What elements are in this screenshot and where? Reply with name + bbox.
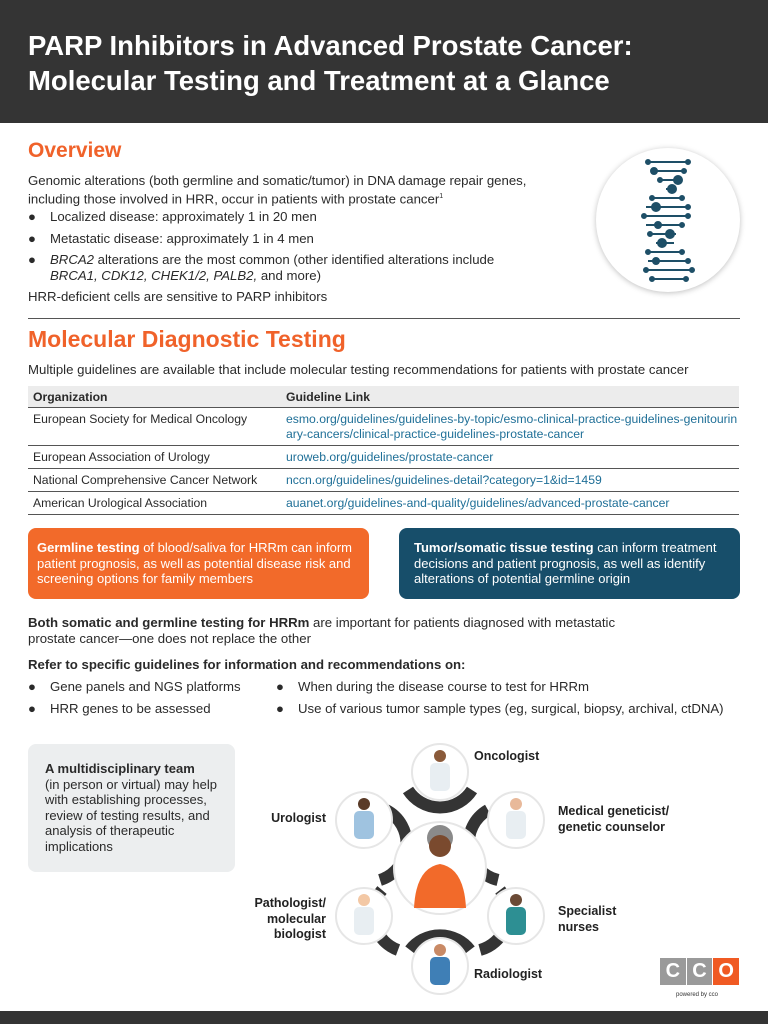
list-item bbox=[28, 231, 588, 247]
table-row bbox=[28, 492, 739, 515]
footer-bar bbox=[0, 1011, 768, 1024]
avatar-geneticist bbox=[488, 792, 544, 848]
role-geneticist-line2: genetic counselor bbox=[558, 819, 665, 834]
guideline-link-aua[interactable]: auanet.org/guidelines-and-quality/guidelines/advanced-prostate-cancer bbox=[281, 492, 739, 515]
page-title bbox=[28, 28, 748, 98]
brca2-text: alterations are the most common (other identified alterations include bbox=[93, 252, 495, 267]
list-item bbox=[276, 701, 746, 717]
role-pathologist-line1: Pathologist/ bbox=[254, 896, 326, 910]
role-oncologist: Oncologist bbox=[474, 749, 540, 763]
role-radiologist: Radiologist bbox=[474, 967, 543, 981]
germline-text: of blood/saliva for HRRm can inform patient prognosis, as well as potential disease risk and screening options for family members bbox=[37, 540, 352, 586]
overview-closing: HRR-deficient cells are sensitive to PARP inhibitors bbox=[28, 289, 328, 304]
bullet-dot: ● bbox=[28, 679, 36, 694]
guideline-table bbox=[28, 386, 739, 515]
bullet-dot: ● bbox=[28, 252, 36, 267]
refer-item-gene-panels: Gene panels and NGS platforms bbox=[50, 679, 241, 694]
list-item bbox=[276, 679, 746, 695]
testing-intro: Multiple guidelines are available that include molecular testing recommendations for patients with prostate cancer bbox=[28, 362, 689, 377]
both-testing-statement bbox=[28, 615, 748, 646]
column-header-link: Guideline Link bbox=[281, 386, 739, 408]
bullet-brca2 bbox=[50, 252, 570, 283]
list-item bbox=[28, 701, 268, 717]
table-cell-org: European Association of Urology bbox=[28, 446, 281, 469]
role-pathologist-line2: molecular bbox=[266, 911, 326, 926]
team-info-box bbox=[28, 744, 235, 872]
avatar-pathologist bbox=[336, 888, 392, 944]
role-geneticist-line1: Medical geneticist/ bbox=[558, 804, 670, 818]
avatar-nurse bbox=[488, 888, 544, 944]
avatar-oncologist bbox=[412, 744, 468, 800]
avatar-radiologist bbox=[412, 938, 468, 994]
table-cell-org: National Comprehensive Cancer Network bbox=[28, 469, 281, 492]
brca2-end: and more) bbox=[257, 267, 321, 283]
bullet-dot: ● bbox=[28, 231, 36, 246]
logo-letter-c1: C bbox=[660, 958, 686, 985]
team-diagram bbox=[320, 740, 560, 1002]
bullet-metastatic: Metastatic disease: approximately 1 in 4 men bbox=[50, 231, 314, 246]
bullet-localized: Localized disease: approximately 1 in 20 men bbox=[50, 209, 317, 224]
dna-circle bbox=[596, 148, 740, 292]
table-cell-org: American Urological Association bbox=[28, 492, 281, 515]
tumor-text: can inform treatment decisions and patient prognosis, as well as identify alterations of potential germline origin bbox=[414, 540, 717, 586]
overview-intro-line2: including those involved in HRR, occur in patients with prostate cancer bbox=[28, 190, 440, 206]
list-item bbox=[28, 679, 268, 695]
list-item bbox=[28, 252, 588, 284]
table-cell-org: European Society for Medical Oncology bbox=[28, 408, 281, 446]
team-box-text: (in person or virtual) may help with establishing processes, review of testing results, and analysis of therapeutic implications bbox=[45, 776, 217, 854]
overview-intro-line1: Genomic alterations (both germline and somatic/tumor) in DNA damage repair genes, bbox=[28, 173, 527, 188]
table-row bbox=[28, 408, 739, 446]
bullet-dot: ● bbox=[276, 679, 284, 694]
role-nurses bbox=[558, 904, 616, 935]
table-header-row bbox=[28, 386, 739, 408]
logo-letter-c2: C bbox=[687, 958, 713, 985]
list-item bbox=[28, 209, 588, 225]
bullet-dot: ● bbox=[28, 701, 36, 716]
section-divider bbox=[28, 318, 740, 319]
both-bold: Both somatic and germline testing for HRRm bbox=[28, 615, 310, 630]
powered-by: powered by cco bbox=[676, 992, 719, 998]
role-nurses-line2: nurses bbox=[558, 919, 599, 934]
refer-item-hrr-genes: HRR genes to be assessed bbox=[50, 701, 211, 716]
role-geneticist bbox=[558, 804, 669, 835]
germline-testing-box bbox=[28, 528, 369, 599]
table-row bbox=[28, 446, 739, 469]
overview-heading: Overview bbox=[28, 139, 122, 162]
germline-bold: Germline testing bbox=[37, 540, 140, 555]
avatar-urologist bbox=[336, 792, 392, 848]
role-pathologist bbox=[226, 896, 326, 943]
brca2-other-genes: BRCA1, CDK12, CHEK1/2, PALB2, bbox=[50, 267, 258, 283]
role-urologist: Urologist bbox=[271, 811, 326, 825]
brca2-gene: BRCA2 bbox=[50, 252, 94, 267]
both-text-line1: are important for patients diagnosed with metastatic bbox=[309, 615, 616, 630]
bullet-dot: ● bbox=[276, 701, 284, 716]
avatar-patient bbox=[394, 822, 486, 914]
title-line-2: Molecular Testing and Treatment at a Glance bbox=[28, 65, 610, 96]
title-line-1: PARP Inhibitors in Advanced Prostate Cancer: bbox=[28, 30, 633, 61]
testing-heading: Molecular Diagnostic Testing bbox=[28, 326, 346, 352]
guideline-link-esmo[interactable]: esmo.org/guidelines/guidelines-by-topic/esmo-clinical-practice-guidelines-genitourinary-cancers/clinical-practice-guidelines-prostate-cancer bbox=[281, 408, 739, 446]
role-pathologist-line3: biologist bbox=[273, 927, 326, 941]
tumor-testing-box bbox=[399, 528, 740, 599]
logo-letter-o: O bbox=[713, 958, 739, 985]
refer-heading: Refer to specific guidelines for information and recommendations on: bbox=[28, 657, 466, 672]
guideline-link-eau[interactable]: uroweb.org/guidelines/prostate-cancer bbox=[281, 446, 739, 469]
cco-logo bbox=[660, 958, 739, 985]
refer-item-when-to-test: When during the disease course to test for HRRm bbox=[298, 679, 589, 694]
dna-helix-icon bbox=[596, 148, 740, 292]
table-row bbox=[28, 469, 739, 492]
refer-item-sample-types: Use of various tumor sample types (eg, surgical, biopsy, archival, ctDNA) bbox=[298, 701, 724, 716]
team-box-bold: A multidisciplinary team bbox=[45, 761, 195, 776]
overview-intro bbox=[28, 173, 588, 206]
bullet-dot: ● bbox=[28, 209, 36, 224]
tumor-bold: Tumor/somatic tissue testing bbox=[414, 540, 594, 555]
column-header-organization: Organization bbox=[28, 386, 281, 408]
header-banner bbox=[0, 0, 768, 123]
both-text-line2: prostate cancer—one does not replace the other bbox=[28, 630, 311, 646]
overview-intro-ref: 1 bbox=[439, 192, 444, 200]
role-nurses-line1: Specialist bbox=[558, 904, 617, 918]
guideline-link-nccn[interactable]: nccn.org/guidelines/guidelines-detail?category=1&id=1459 bbox=[281, 469, 739, 492]
